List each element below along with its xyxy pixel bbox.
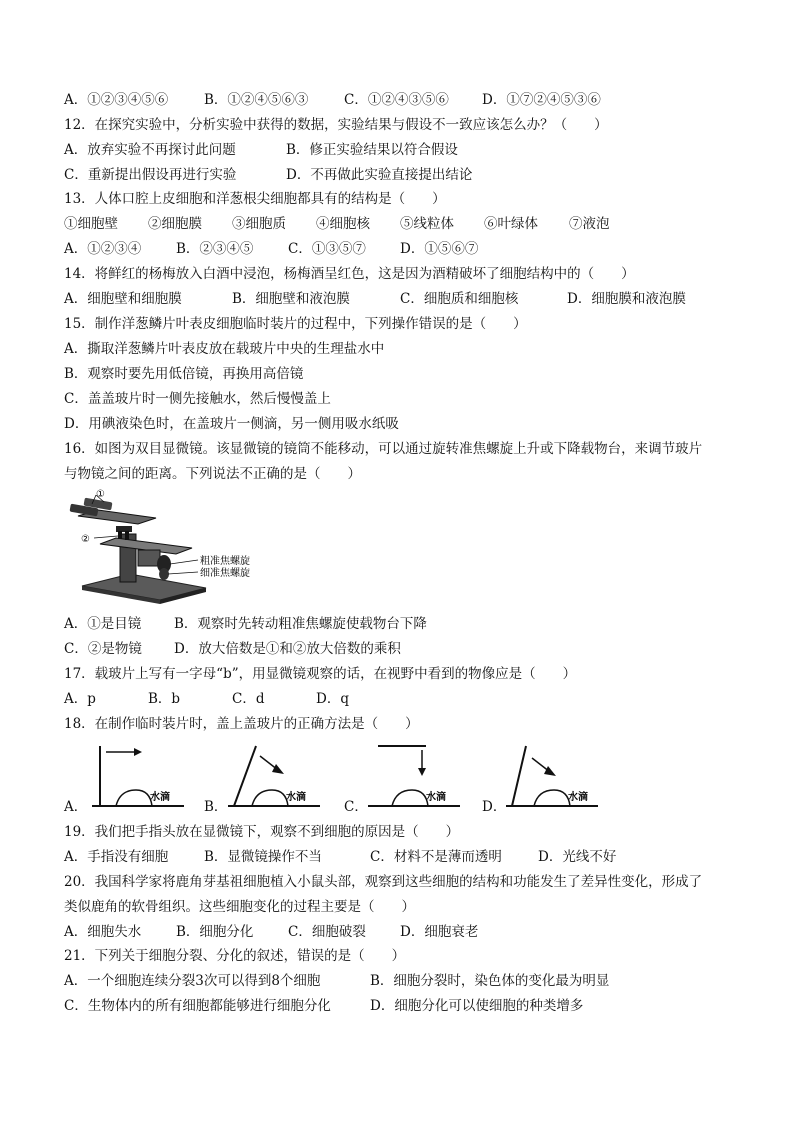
q11-option-c: C．①②④③⑤⑥ xyxy=(344,92,449,108)
q18-figure-a xyxy=(90,740,186,810)
microscope-condenser xyxy=(138,550,160,566)
q18-figure-b xyxy=(226,740,322,810)
fine-focus-knob xyxy=(159,568,169,580)
q12-option-c: C．重新提出假设再进行实验 xyxy=(64,167,237,183)
q13-option-b: B．②③④⑤ xyxy=(176,241,254,257)
q13-item-6: ⑥叶绿体 xyxy=(484,216,538,232)
microscope-figure xyxy=(64,488,264,606)
q12-option-d: D．不再做此实验直接提出结论 xyxy=(286,167,473,183)
q17-option-c: C．d xyxy=(232,691,265,707)
arrow-right-icon xyxy=(134,748,142,756)
q20-stem-line2: 类似鹿角的软骨组织。这些细胞变化的过程主要是（ ） xyxy=(64,899,415,915)
q13-item-7: ⑦液泡 xyxy=(569,216,610,232)
q16-option-c: C．②是物镜 xyxy=(64,641,142,657)
water-drop xyxy=(116,790,152,806)
q21-option-c: C．生物体内的所有细胞都能够进行细胞分化 xyxy=(64,998,331,1014)
q13-item-4: ④细胞核 xyxy=(316,216,370,232)
q20-option-d: D．细胞衰老 xyxy=(400,924,479,940)
q14-option-c: C．细胞质和细胞核 xyxy=(400,291,519,307)
marker-1: ① xyxy=(96,489,105,500)
q17-option-a: A．p xyxy=(64,691,96,707)
label-coarse-focus: 粗准焦螺旋 xyxy=(200,556,250,567)
q16-stem-line2: 与物镜之间的距离。下列说法不正确的是（ ） xyxy=(64,466,361,482)
q14-option-d: D．细胞膜和液泡膜 xyxy=(567,291,686,307)
q12-option-a: A．放弃实验不再探讨此问题 xyxy=(64,142,236,158)
water-drop-label: 水滴 xyxy=(150,792,170,803)
q18-option-d: D． xyxy=(482,799,507,815)
q15-option-a: A．撕取洋葱鳞片叶表皮放在载玻片中央的生理盐水中 xyxy=(64,341,385,357)
q21-option-b: B．细胞分裂时，染色体的变化最为明显 xyxy=(370,973,610,989)
q13-stem: 13．人体口腔上皮细胞和洋葱根尖细胞都具有的结构是（ ） xyxy=(64,191,446,207)
arrow-down-icon xyxy=(418,768,426,776)
q20-option-b: B．细胞分化 xyxy=(176,924,254,940)
q15-option-b: B．观察时要先用低倍镜，再换用高倍镜 xyxy=(64,366,304,382)
q15-option-d: D．用碘液染色时，在盖玻片一侧滴，另一侧用吸水纸吸 xyxy=(64,416,399,432)
q15-option-c: C．盖盖玻片时一侧先接触水，然后慢慢盖上 xyxy=(64,391,331,407)
q16-option-b: B．观察时先转动粗准焦螺旋使载物台下降 xyxy=(174,616,427,632)
q17-stem: 17．载玻片上写有一字母“b”，用显微镜观察的话，在视野中看到的物像应是（ ） xyxy=(64,666,577,682)
q19-option-d: D．光线不好 xyxy=(538,849,617,865)
q14-stem: 14．将鲜红的杨梅放入白酒中浸泡，杨梅酒呈红色，这是因为酒精破坏了细胞结构中的（ ） xyxy=(64,266,635,282)
q11-option-d: D．①⑦②④⑤③⑥ xyxy=(482,92,601,108)
q19-option-c: C．材料不是薄而透明 xyxy=(370,849,502,865)
q12-stem: 12．在探究实验中，分析实验中获得的数据，实验结果与假设不一致应该怎么办？（ ） xyxy=(64,117,608,133)
objective-lens-1 xyxy=(118,531,122,539)
q18-option-c: C． xyxy=(344,799,368,815)
q11-option-b: B．①②④⑤⑥③ xyxy=(204,92,309,108)
q18-figure-d xyxy=(504,740,600,810)
label-fine-focus: 细准焦螺旋 xyxy=(200,568,250,579)
leader-line-coarse xyxy=(170,560,198,564)
q20-option-a: A．细胞失水 xyxy=(64,924,142,940)
water-drop-label: 水滴 xyxy=(426,792,446,803)
arrow-down-right-icon xyxy=(544,766,556,776)
q21-stem: 21．下列关于细胞分裂、分化的叙述，错误的是（ ） xyxy=(64,948,406,964)
water-drop xyxy=(252,790,288,806)
q13-item-5: ⑤线粒体 xyxy=(400,216,454,232)
q14-option-a: A．细胞壁和细胞膜 xyxy=(64,291,182,307)
q16-option-d: D．放大倍数是①和②放大倍数的乘积 xyxy=(174,641,401,657)
coverslip xyxy=(234,746,256,806)
leader-line-2 xyxy=(94,536,118,538)
leader-line-fine xyxy=(168,572,198,574)
marker-2: ② xyxy=(81,534,90,545)
q13-item-2: ②细胞膜 xyxy=(148,216,202,232)
arrow-down-right-icon xyxy=(272,764,284,774)
q21-option-d: D．细胞分化可以使细胞的种类增多 xyxy=(370,998,584,1014)
q19-option-b: B．显微镜操作不当 xyxy=(204,849,322,865)
q13-option-c: C．①③⑤⑦ xyxy=(288,241,366,257)
q18-figure-c xyxy=(366,740,462,810)
water-drop-label: 水滴 xyxy=(568,792,588,803)
q13-item-1: ①细胞壁 xyxy=(64,216,118,232)
q18-stem: 18．在制作临时装片时，盖上盖玻片的正确方法是（ ） xyxy=(64,716,419,732)
q17-option-b: B．b xyxy=(148,691,181,707)
q21-option-a: A．一个细胞连续分裂3次可以得到8个细胞 xyxy=(64,973,321,989)
q11-option-a: A．①②③④⑤⑥ xyxy=(64,92,169,108)
q16-stem-line1: 16．如图为双目显微镜。该显微镜的镜筒不能移动，可以通过旋转准焦螺旋上升或下降载物台，来调节玻片 xyxy=(64,441,703,457)
q12-option-b: B．修正实验结果以符合假设 xyxy=(286,142,458,158)
q13-item-3: ③细胞质 xyxy=(232,216,286,232)
q15-stem: 15．制作洋葱鳞片叶表皮细胞临时装片的过程中，下列操作错误的是（ ） xyxy=(64,316,527,332)
q16-option-a: A．①是目镜 xyxy=(64,616,142,632)
objective-lens-2 xyxy=(125,531,129,540)
water-drop-label: 水滴 xyxy=(286,792,306,803)
water-drop xyxy=(392,790,428,806)
q13-option-d: D．①⑤⑥⑦ xyxy=(400,241,479,257)
q19-stem: 19．我们把手指头放在显微镜下，观察不到细胞的原因是（ ） xyxy=(64,824,460,840)
q14-option-b: B．细胞壁和液泡膜 xyxy=(232,291,350,307)
q18-option-b: B． xyxy=(204,799,228,815)
q17-option-d: D．q xyxy=(316,691,349,707)
q13-option-a: A．①②③④ xyxy=(64,241,142,257)
water-drop xyxy=(534,790,570,806)
q20-option-c: C．细胞破裂 xyxy=(288,924,366,940)
q18-option-a: A． xyxy=(64,799,88,815)
coverslip xyxy=(512,746,526,806)
q20-stem-line1: 20．我国科学家将鹿角芽基祖细胞植入小鼠头部，观察到这些细胞的结构和功能发生了差异性变化，形成了 xyxy=(64,874,703,890)
q19-option-a: A．手指没有细胞 xyxy=(64,849,169,865)
